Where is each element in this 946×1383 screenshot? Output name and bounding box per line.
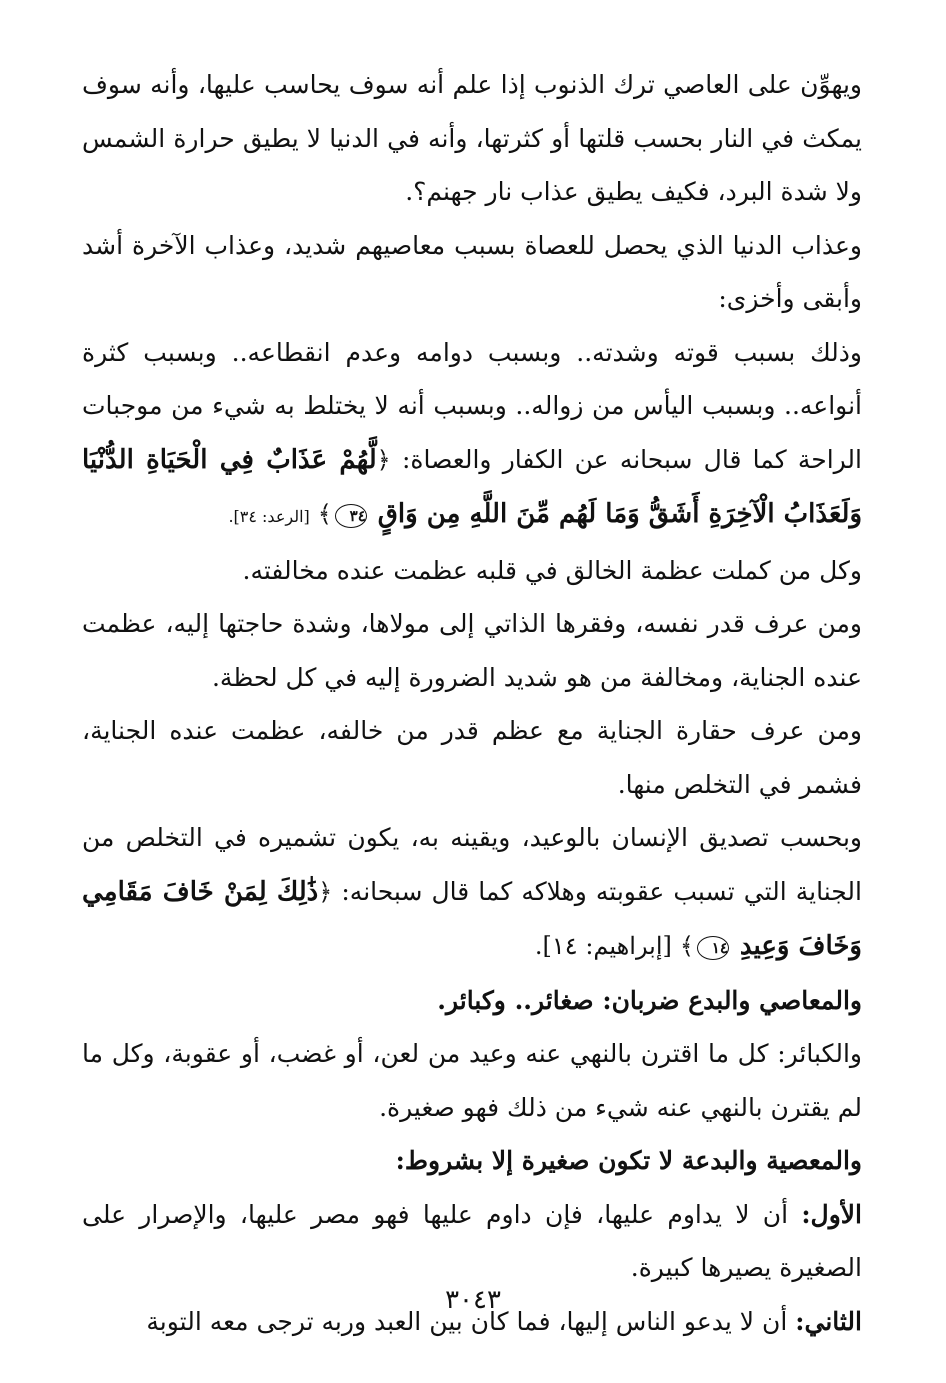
paragraph-4: وكل من كملت عظمة الخالق في قلبه عظمت عنده مخالفته.: [242, 555, 862, 585]
paragraph-6: ومن عرف حقارة الجناية مع عظم قدر من خالفه، عظمت عنده الجناية، فشمر في التخلص منها.: [82, 716, 862, 799]
ayah-number-marker: ١٤: [697, 936, 729, 960]
paragraph-8: والكبائر: كل ما اقترن بالنهي عنه وعيد من لعن، أو غضب، أو عقوبة، وكل ما لم يقترن بالنهي عنه شيء من ذلك فهو صغيرة.: [82, 1039, 862, 1122]
section-heading-1: والمعاصي والبدع ضربان: صغائر.. وكبائر.: [437, 985, 862, 1015]
paragraph-9-text: أن لا يداوم عليها، فإن داوم عليها فهو مصر عليها، والإصرار على الصغيرة يصيرها كبيرة.: [82, 1199, 862, 1282]
ornate-bracket-close: ﴾: [679, 932, 694, 960]
quran-verse: لَّهُمْ عَذَابٌ فِي الْحَيَاةِ الدُّنْيَا وَلَعَذَابُ الْآخِرَةِ أَشَقُّ وَمَا لَهُم مِّنَ اللَّهِ مِن وَاقٍ: [82, 444, 862, 529]
verse-reference: [إبراهيم: ١٤].: [534, 932, 672, 960]
paragraph-5: ومن عرف قدر نفسه، وفقرها الذاتي إلى مولاها، وشدة حاجتها إليه، عظمت عنده الجناية، ومخالفة من هو شديد الضرورة إليه في كل لحظة.: [82, 609, 862, 692]
paragraph-2: وعذاب الدنيا الذي يحصل للعصاة بسبب معاصيهم شديد، وعذاب الآخرة أشد وأبقى وأخزى:: [82, 230, 862, 313]
paragraph-9: [82, 1188, 862, 1295]
ornate-bracket-open: ﴿: [376, 445, 391, 474]
section-heading-2: والمعصية والبدعة لا تكون صغيرة إلا بشروط:: [395, 1146, 862, 1175]
quran-verse: ذَٰلِكَ لِمَنْ خَافَ مَقَامِي وَخَافَ وَعِيدِ: [82, 876, 862, 961]
paragraph-1: ويهوِّن على العاصي ترك الذنوب إذا علم أنه سوف يحاسب عليها، وأنه سوف يمكث في النار بحسب قلتها أو كثرتها، وأنه في الدنيا لا يطيق حرارة الشمس ولا شدة البرد، فكيف يطيق عذاب نار جهنم؟.: [82, 70, 862, 206]
paragraph-7-text: وبحسب تصديق الإنسان بالوعيد، ويقينه به، يكون تشميره في التخلص من الجناية التي تسبب عقوبته وهلاكه كما قال سبحانه:: [82, 823, 862, 906]
paragraph-3: [82, 326, 862, 544]
paragraph-10-text: أن لا يدعو الناس إليها، فما كان بين العبد وربه ترجى معه التوبة: [146, 1306, 796, 1336]
page-body: [82, 58, 862, 1348]
condition-label-second: الثاني:: [795, 1306, 862, 1336]
ayah-number-marker: ٣٤: [335, 504, 367, 528]
ornate-bracket-close: ﴾: [317, 500, 332, 528]
ornate-bracket-open: ﴿: [318, 877, 333, 906]
paragraph-7: [82, 811, 862, 974]
condition-label-first: الأول:: [801, 1199, 862, 1229]
paragraph-3-text: وذلك بسبب قوته وشدته.. وبسبب دوامه وعدم انقطاعه.. وبسبب كثرة أنواعه.. وبسبب اليأس من زواله.. وبسبب أنه لا يختلط به شيء من موجبات الراحة كما قال سبحانه عن الكفار والعصاة:: [82, 337, 862, 474]
verse-reference: [الرعد: ٣٤].: [228, 507, 310, 526]
page-number: ٣٠٤٣: [445, 1285, 501, 1315]
